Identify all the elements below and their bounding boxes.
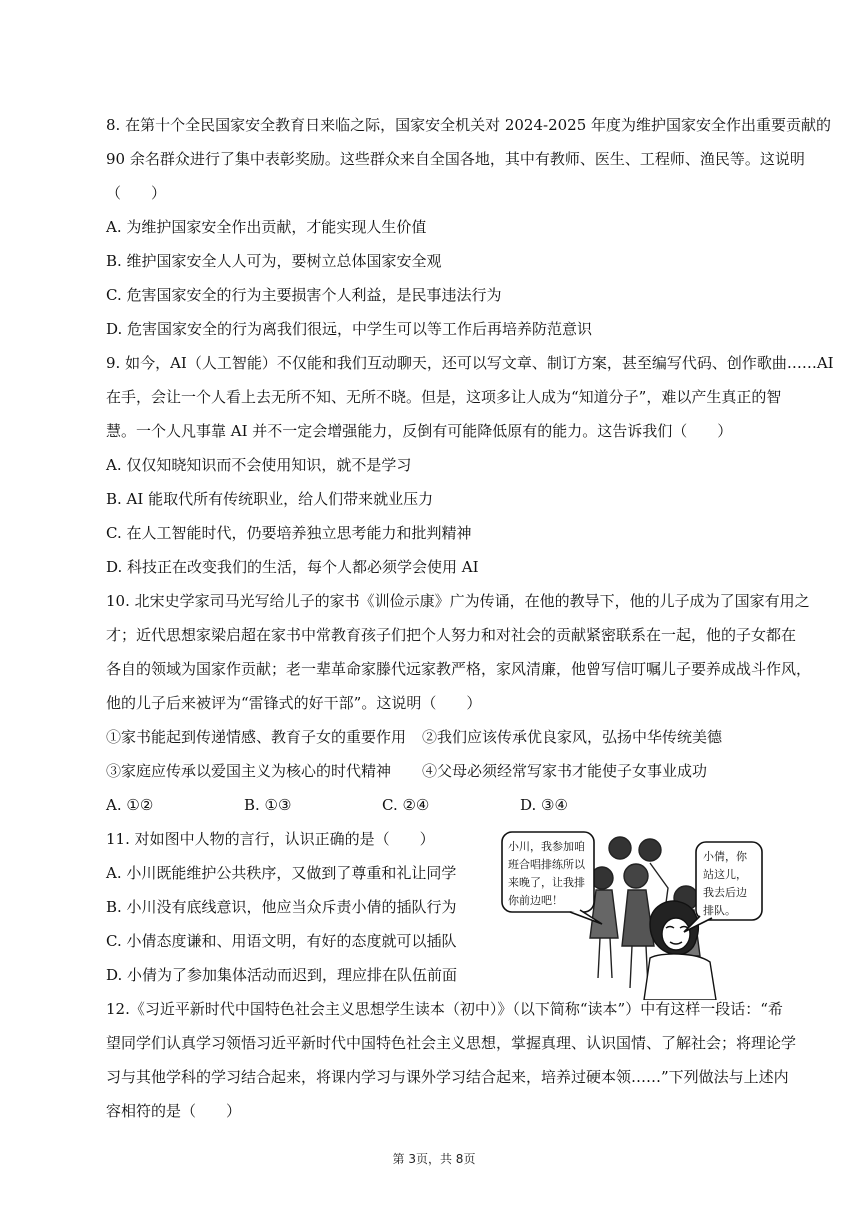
q11-option-a[interactable]: A. 小川既能维护公共秩序，又做到了尊重和礼让同学 (106, 864, 457, 882)
q11-option-c[interactable]: C. 小倩态度谦和、用语文明，有好的态度就可以插队 (106, 932, 457, 950)
q10-statements-row-1 (106, 720, 766, 754)
speech-bubble-left (502, 832, 602, 924)
q8-option-b[interactable]: B. 维护国家安全人人可为，要树立总体国家安全观 (106, 252, 442, 270)
q8-option-d[interactable]: D. 危害国家安全的行为离我们很远，中学生可以等工作后再培养防范意识 (106, 320, 593, 338)
q11-option-b[interactable]: B. 小川没有底线意识，他应当众斥责小倩的插队行为 (106, 898, 457, 916)
q11-stem: 11. 对如图中人物的言行，认识正确的是（ ） (106, 830, 435, 848)
q10-option-d[interactable]: D. ③④ (520, 796, 568, 814)
bubble-left-line-4: 你前边吧！ (508, 894, 563, 907)
q12-stem-line-4: 容相符的是（ ） (106, 1102, 242, 1120)
q12-stem-line-2: 望同学们认真学习领悟习近平新时代中国特色社会主义思想，掌握真理、认识国情、了解社会；将理论学 (106, 1034, 797, 1052)
q10-stem-line-3: 各自的领域为国家作贡献；老一辈革命家滕代远家教严格，家风清廉，他曾写信叮嘱儿子要养成战斗作风， (106, 660, 812, 678)
q9-option-d[interactable]: D. 科技正在改变我们的生活，每个人都必须学会使用 AI (106, 558, 479, 576)
q8-option-a[interactable]: A. 为维护国家安全作出贡献，才能实现人生价值 (106, 218, 427, 236)
q9-stem-line-3: 慧。一个人凡事靠 AI 并不一定会增强能力，反倒有可能降低原有的能力。这告诉我们（ ） (106, 422, 733, 440)
q8-stem-line-1: 8. 在第十个全民国家安全教育日来临之际，国家安全机关对 2024-2025 年度为维护国家安全作出重要贡献的 (106, 116, 832, 134)
q9-option-c[interactable]: C. 在人工智能时代，仍要培养独立思考能力和批判精神 (106, 524, 472, 542)
bubble-right-line-3: 我去后边 (703, 886, 747, 899)
q10-stem-line-4: 他的儿子后来被评为“雷锋式的好干部”。这说明（ ） (106, 694, 482, 712)
q10-statement-2: ②我们应该传承优良家风，弘扬中华传统美德 (422, 728, 723, 746)
q12-stem-line-3: 习与其他学科的学习结合起来，将课内学习与课外学习结合起来，培养过硬本领……”下列做法与上述内 (106, 1068, 789, 1086)
q9-option-b[interactable]: B. AI 能取代所有传统职业，给人们带来就业压力 (106, 490, 434, 508)
q8-stem-line-2: 90 余名群众进行了集中表彰奖励。这些群众来自全国各地，其中有教师、医生、工程师、渔民等。这说明 (106, 150, 805, 168)
q12-stem-line-1: 12.《习近平新时代中国特色社会主义思想学生读本（初中）》（以下简称“读本”）中有这样一段话：“希 (106, 1000, 783, 1018)
q8-option-c[interactable]: C. 危害国家安全的行为主要损害个人利益，是民事违法行为 (106, 286, 502, 304)
bubble-right-line-4: 排队。 (703, 904, 736, 917)
bubble-left-line-1: 小川，我参加咱 (508, 840, 585, 853)
bubble-left-line-3: 来晚了，让我排 (508, 876, 585, 889)
q10-stem-line-1: 10. 北宋史学家司马光写给儿子的家书《训俭示康》广为传诵，在他的教导下，他的儿子成为了国家有用之 (106, 592, 810, 610)
page-number-footer: 第 3页，共 8页 (392, 1152, 476, 1166)
question-8 (106, 108, 832, 346)
q10-stem-line-2: 才；近代思想家梁启超在家书中常教育孩子们把个人努力和对社会的贡献紧密联系在一起，他的子女都在 (106, 626, 797, 644)
q10-option-a[interactable]: A. ①② (106, 796, 154, 814)
q10-statement-1: ①家书能起到传递情感、教育子女的重要作用 (106, 728, 407, 746)
q10-options (106, 788, 766, 822)
question-10 (106, 584, 812, 822)
q10-statements-row-2 (106, 754, 766, 788)
bubble-left-line-2: 班合唱排练所以 (508, 858, 585, 871)
q9-stem-line-1: 9. 如今，AI（人工智能）不仅能和我们互动聊天，还可以写文章、制订方案，甚至编写代码、创作歌曲……AI (106, 354, 834, 372)
q11-option-d[interactable]: D. 小倩为了参加集体活动而迟到，理应排在队伍前面 (106, 966, 458, 984)
cartoon-illustration (500, 828, 766, 1000)
q10-option-b[interactable]: B. ①③ (244, 796, 292, 814)
q11-text (106, 822, 486, 992)
bubble-right-line-1: 小倩，你 (703, 850, 747, 863)
q8-stem-line-3: （ ） (106, 184, 167, 202)
question-9 (106, 346, 834, 584)
q9-option-a[interactable]: A. 仅仅知晓知识而不会使用知识，就不是学习 (106, 456, 412, 474)
question-12 (106, 992, 797, 1128)
question-11 (106, 822, 766, 992)
page-content (106, 108, 834, 1128)
q10-option-c[interactable]: C. ②④ (382, 796, 430, 814)
bubble-right-line-2: 站这儿， (703, 868, 747, 881)
q10-statement-3: ③家庭应传承以爱国主义为核心的时代精神 (106, 762, 392, 780)
q9-stem-line-2: 在手，会让一个人看上去无所不知、无所不晓。但是，这项多让人成为“知道分子”，难以产生真正的智 (106, 388, 782, 406)
q10-statement-4: ④父母必须经常写家书才能使子女事业成功 (422, 762, 708, 780)
